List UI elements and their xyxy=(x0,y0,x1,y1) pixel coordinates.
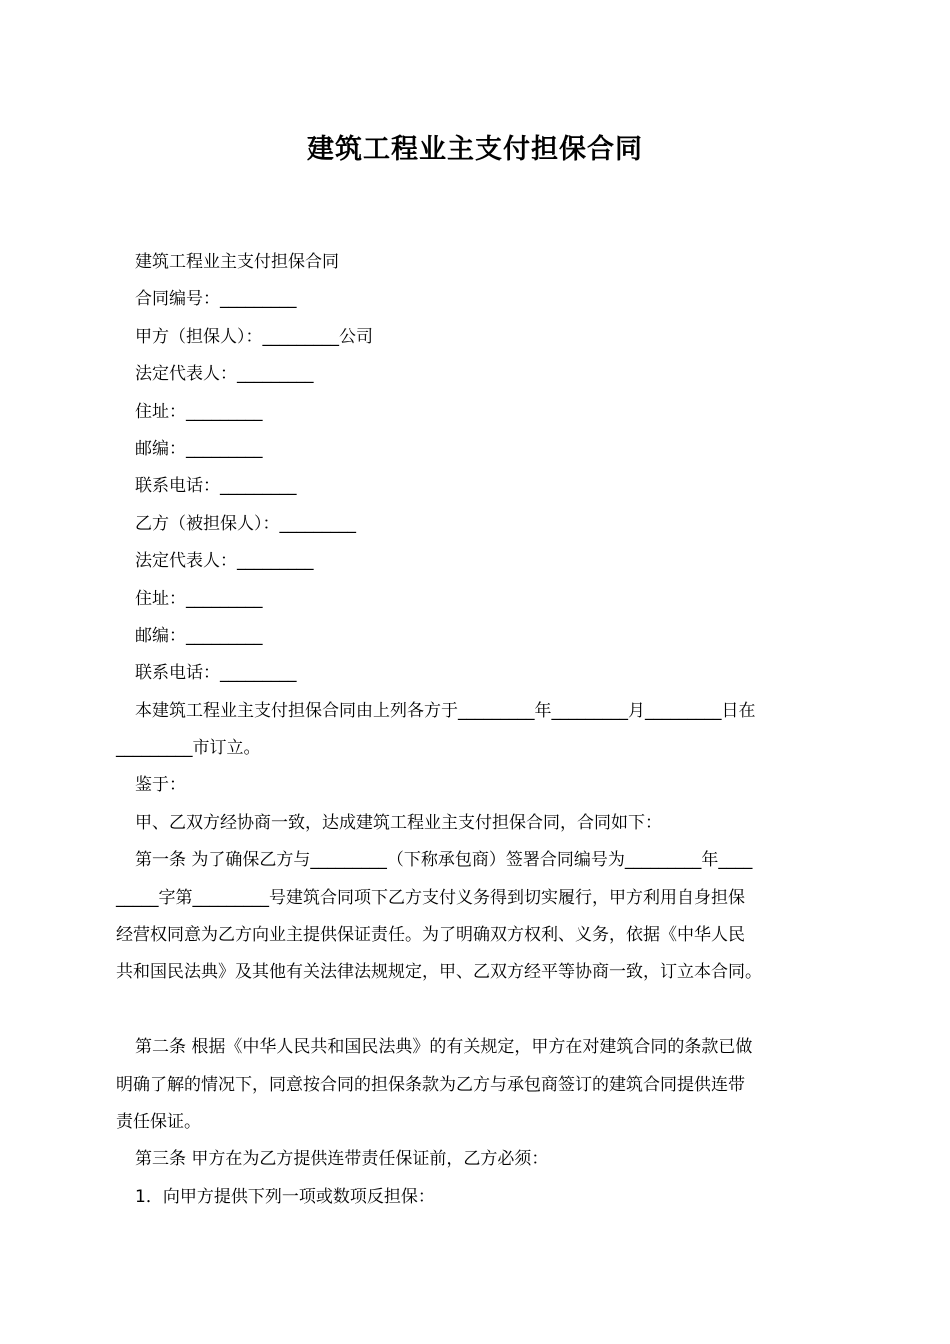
signing-paragraph-line-2: _________市订立。 xyxy=(116,738,261,759)
party-a-legal-rep-field: 法定代表人：_________ xyxy=(135,364,314,385)
signing-paragraph-line-1: 本建筑工程业主支付担保合同由上列各方于_________年_________月_________日在 xyxy=(135,700,756,721)
party-a-phone-field: 联系电话：_________ xyxy=(135,476,297,497)
article-2-line-3: 责任保证。 xyxy=(116,1111,201,1132)
consensus-paragraph: 甲、乙双方经协商一致，达成建筑工程业主支付担保合同，合同如下： xyxy=(135,812,662,833)
article-1-line-3: 经营权同意为乙方向业主提供保证责任。为了明确双方权利、义务，依据《中华人民 xyxy=(116,925,745,946)
article-3-paragraph: 第三条 甲方在为乙方提供连带责任保证前，乙方必须： xyxy=(135,1149,549,1170)
document-body xyxy=(116,244,838,1216)
article-2-line-2: 明确了解的情况下，同意按合同的担保条款为乙方与承包商签订的建筑合同提供连带 xyxy=(116,1074,745,1095)
party-b-legal-rep-field: 法定代表人：_________ xyxy=(135,551,314,572)
party-b-postcode-field: 邮编：_________ xyxy=(135,625,263,646)
contract-heading: 建筑工程业主支付担保合同 xyxy=(135,252,339,272)
party-a-postcode-field: 邮编：_________ xyxy=(135,438,263,459)
contract-number-field: 合同编号：_________ xyxy=(135,289,297,310)
party-a-address-field: 住址：_________ xyxy=(135,401,263,422)
party-a-name-field: 甲方（担保人）：_________公司 xyxy=(135,326,373,347)
document-title: 建筑工程业主支付担保合同 xyxy=(307,134,643,165)
party-b-address-field: 住址：_________ xyxy=(135,588,263,609)
party-b-name-field: 乙方（被担保人）：_________ xyxy=(135,513,356,534)
article-1-line-1: 第一条 为了确保乙方与_________（下称承包商）签署合同编号为_________年____ xyxy=(135,850,753,871)
party-b-phone-field: 联系电话：_________ xyxy=(135,663,297,684)
article-1-line-4: 共和国民法典》及其他有关法律法规规定，甲、乙双方经平等协商一致，订立本合同。 xyxy=(116,962,762,983)
paragraph-spacer xyxy=(116,992,838,1029)
article-1-line-2: _____字第_________号建筑合同项下乙方支付义务得到切实履行，甲方利用自身担保 xyxy=(116,887,745,908)
whereas-label: 鉴于： xyxy=(135,775,186,796)
list-item-1: 1．向甲方提供下列一项或数项反担保： xyxy=(135,1186,435,1207)
article-2-line-1: 第二条 根据《中华人民共和国民法典》的有关规定，甲方在对建筑合同的条款已做 xyxy=(135,1037,753,1058)
